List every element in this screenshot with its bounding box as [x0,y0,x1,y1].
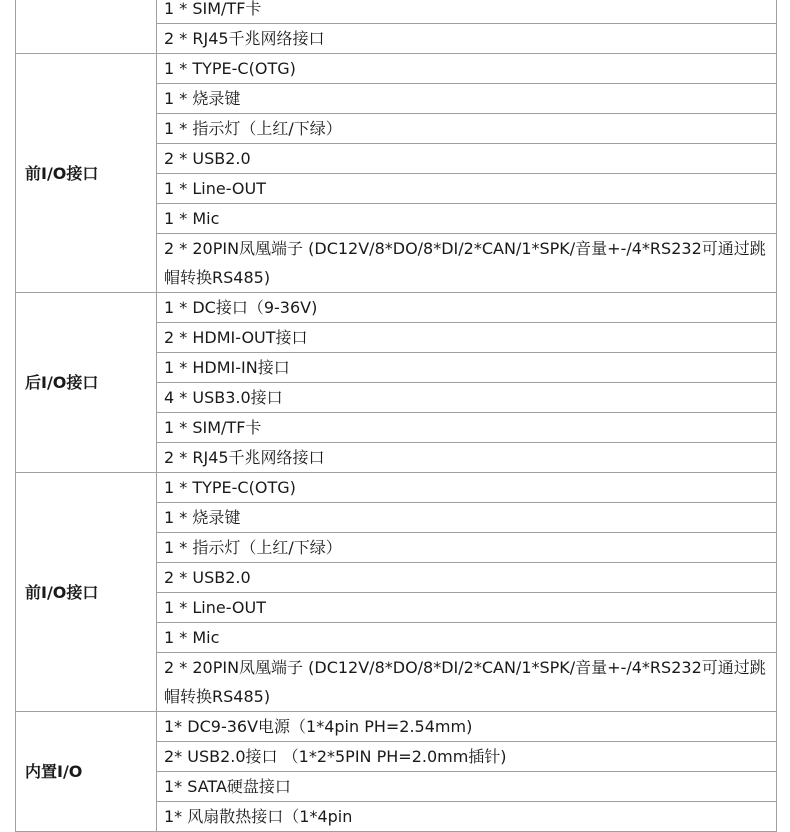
spec-item: 1 * SIM/TF卡 [157,0,777,24]
spec-item: 1 * 指示灯（上红/下绿） [157,533,777,563]
spec-item: 2 * 20PIN凤凰端子 (DC12V/8*DO/8*DI/2*CAN/1*SPK/音量+-/4*RS232可通过跳帽转换RS485) [157,234,777,293]
section-label: 内置I/O [16,712,157,832]
table-row [16,293,777,323]
spec-item: 1 * DC接口（9-36V) [157,293,777,323]
spec-item: 1 * Line-OUT [157,593,777,623]
section-label: 前I/O接口 [16,473,157,712]
table-row [16,473,777,503]
spec-item: 2 * 20PIN凤凰端子 (DC12V/8*DO/8*DI/2*CAN/1*SPK/音量+-/4*RS232可通过跳帽转换RS485) [157,653,777,712]
spec-item: 1* 风扇散热接口（1*4pin [157,802,777,832]
spec-item: 1 * 烧录键 [157,84,777,114]
spec-item: 2 * USB2.0 [157,563,777,593]
section-label: 前I/O接口 [16,54,157,293]
spec-item: 1* SATA硬盘接口 [157,772,777,802]
spec-item: 1 * 烧录键 [157,503,777,533]
spec-item: 1 * Mic [157,204,777,234]
section-label [16,0,157,54]
spec-item: 4 * USB3.0接口 [157,383,777,413]
spec-item: 1 * TYPE-C(OTG) [157,473,777,503]
spec-item: 2 * RJ45千兆网络接口 [157,24,777,54]
spec-item: 2 * USB2.0 [157,144,777,174]
spec-item: 1 * HDMI-IN接口 [157,353,777,383]
spec-item: 1 * SIM/TF卡 [157,413,777,443]
spec-table [15,0,777,832]
spec-item: 1 * TYPE-C(OTG) [157,54,777,84]
table-row [16,0,777,24]
spec-item: 1 * 指示灯（上红/下绿） [157,114,777,144]
spec-item: 1* DC9-36V电源（1*4pin PH=2.54mm) [157,712,777,742]
table-row [16,54,777,84]
spec-item: 2 * HDMI-OUT接口 [157,323,777,353]
spec-item: 1 * Mic [157,623,777,653]
spec-item: 2* USB2.0接口 （1*2*5PIN PH=2.0mm插针) [157,742,777,772]
table-row [16,712,777,742]
spec-item: 1 * Line-OUT [157,174,777,204]
spec-item: 2 * RJ45千兆网络接口 [157,443,777,473]
section-label: 后I/O接口 [16,293,157,473]
